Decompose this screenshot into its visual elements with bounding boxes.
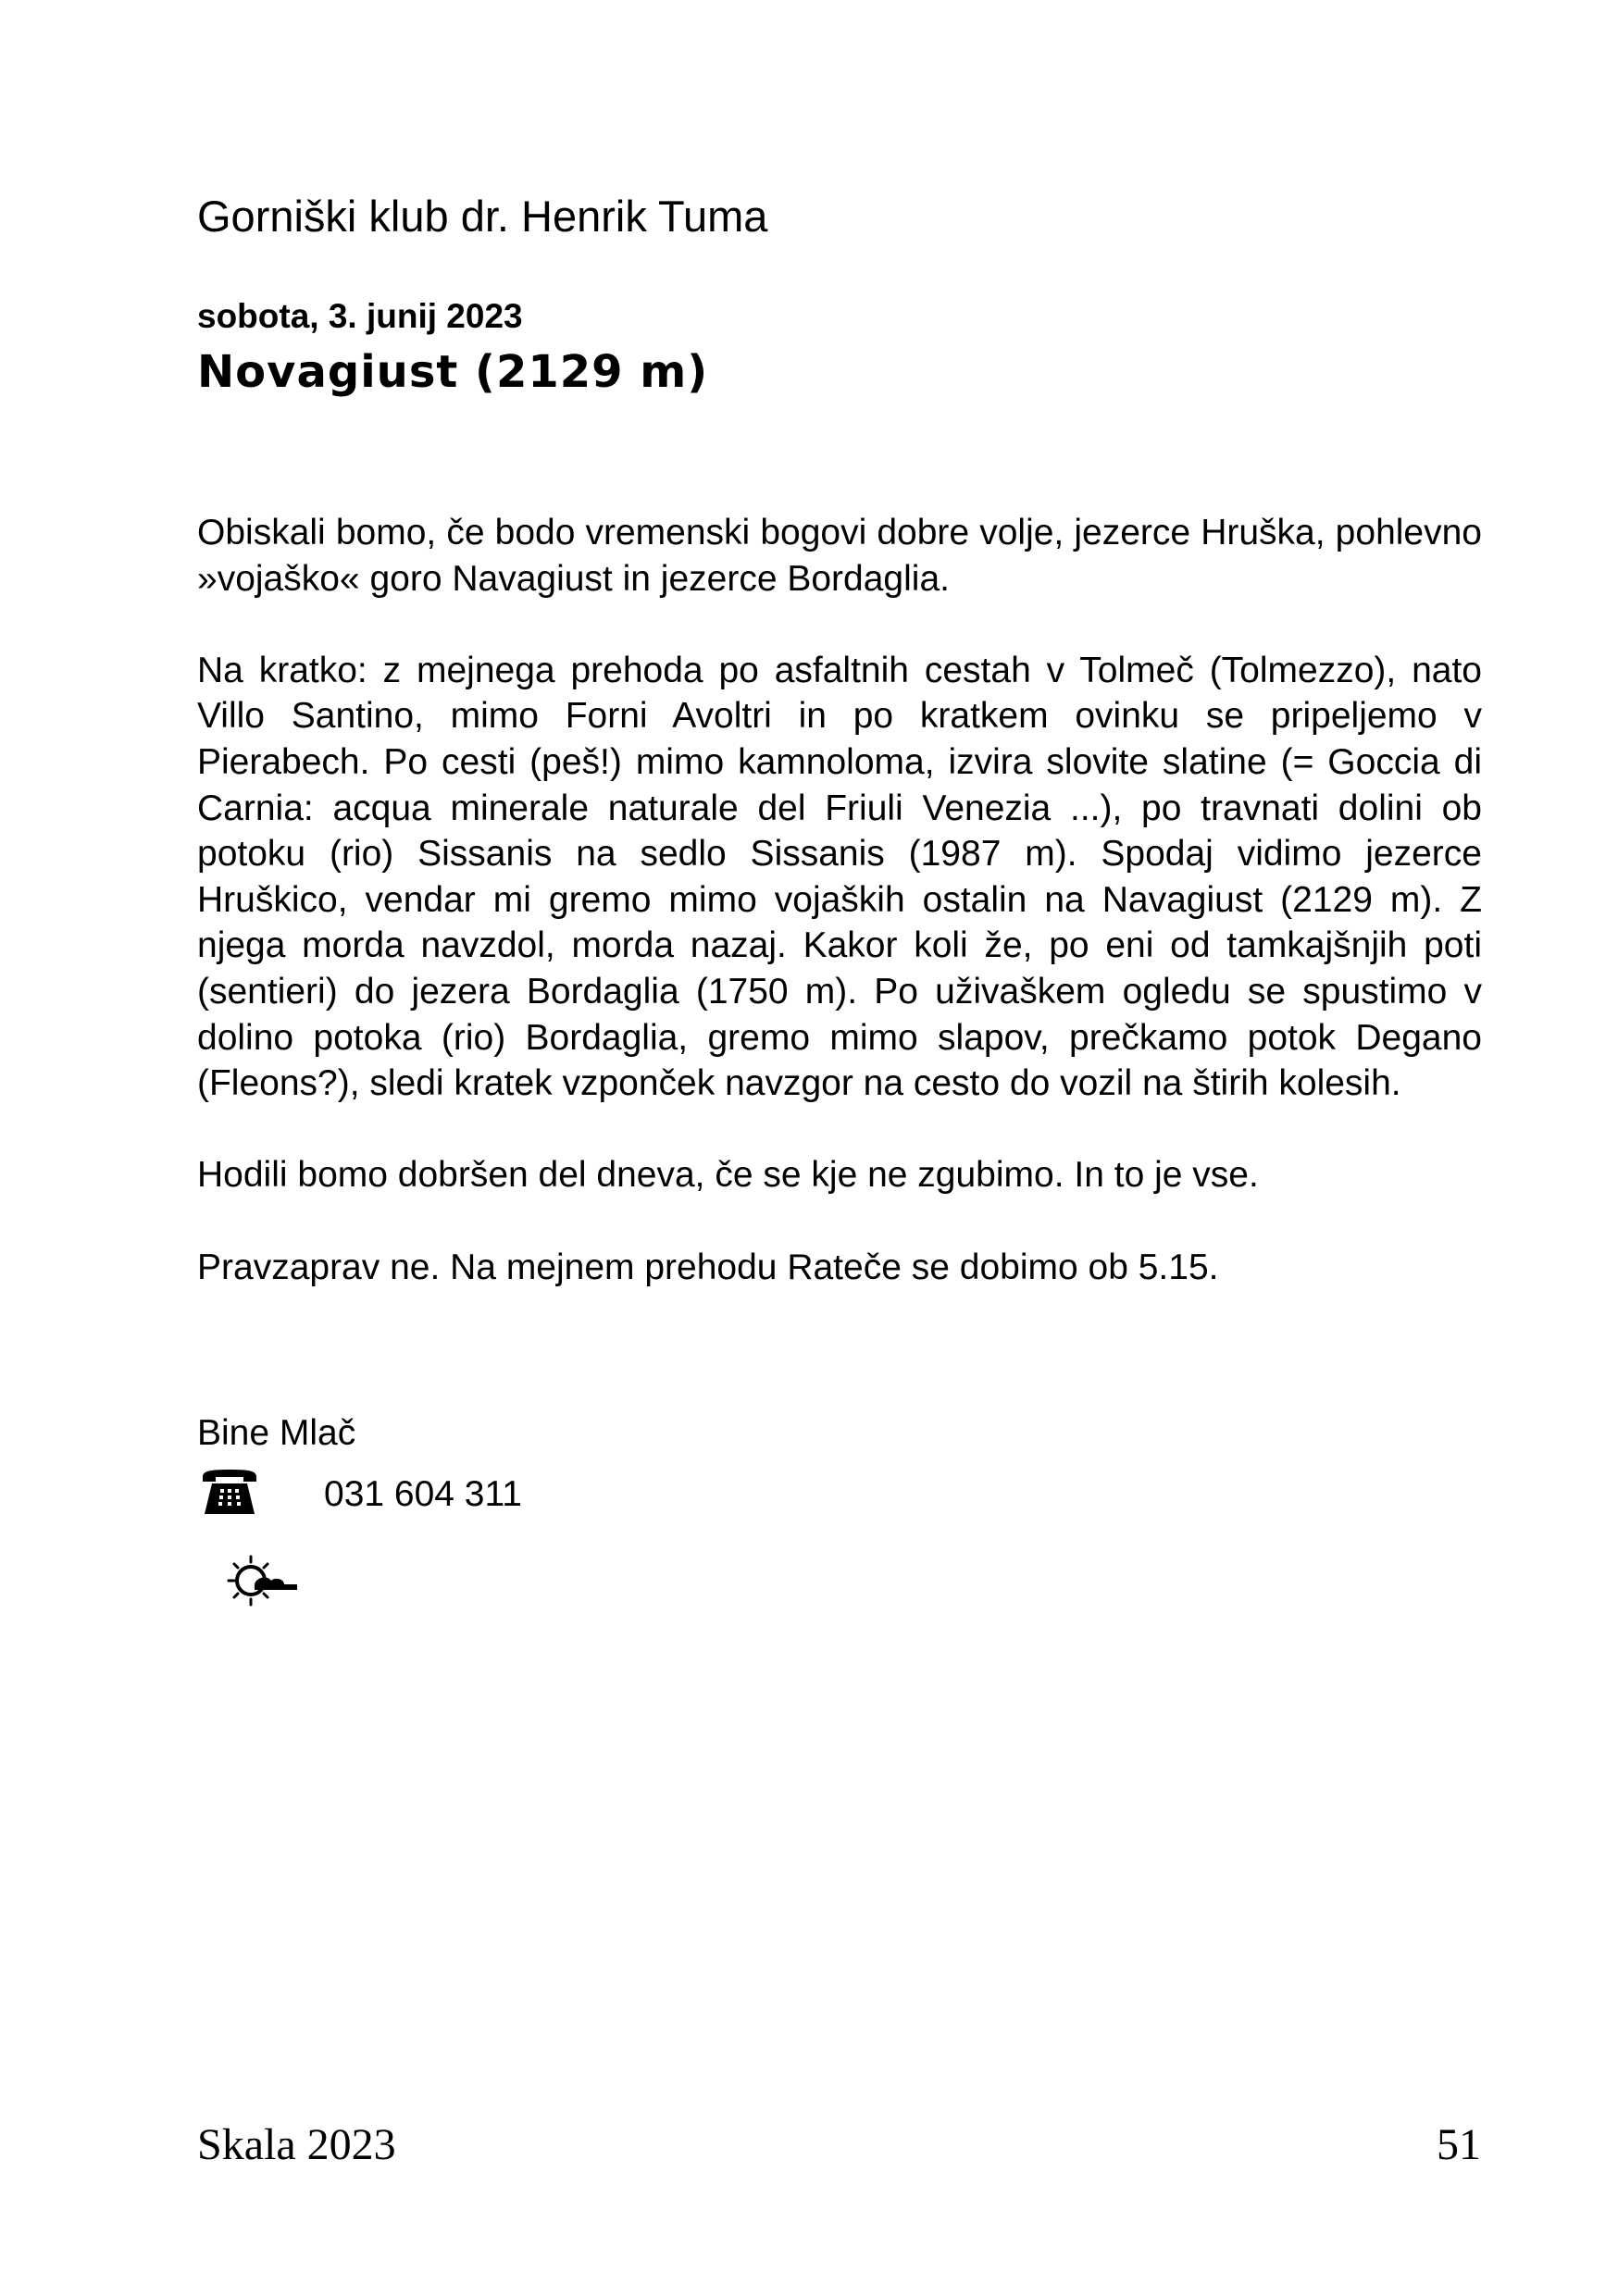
leader-name: Bine Mlač (197, 1413, 356, 1453)
paragraph-intro: Obiskali bomo, če bodo vremenski bogovi dobre volje, jezerce Hruška, pohlevno »vojaško« goro Navagiust in jezerce Bordaglia. (197, 513, 1482, 599)
event-date: sobota, 3. junij 2023 (197, 297, 523, 335)
telephone-icon (201, 1468, 258, 1518)
publication-name: Skala 2023 (197, 2120, 396, 2169)
phone-number: 031 604 311 (324, 1474, 522, 1514)
page-number: 51 (1437, 2120, 1481, 2169)
event-description (197, 510, 1482, 1336)
paragraph-route: Na kratko: z mejnega prehoda po asfaltnih cestah v Tolmeč (Tolmezzo), nato Villo Santino, mimo Forni Avoltri in po kratkem ovinku se pripeljemo v Pierabech. Po cesti (peš!) mimo kamnoloma, izvira slovite slatine (= Goccia di Carnia: acqua minerale naturale del Friuli Venezia ...), po travnati dolini ob potoku (rio) Sissanis na sedlo Sissanis (1987 m). Spodaj vidimo jezerce Hruškico, vendar mi gremo mimo vojaških ostalin na Navagiust (2129 m). Z njega morda navzdol, morda nazaj. Kakor koli že, po eni od tamkajšnjih poti (sentieri) do jezera Bordaglia (1750 m). Po uživaškem ogledu se spustimo v dolino potoka (rio) Bordaglia, gremo mimo slapov, prečkamo potok Degano (Fleons?), sledi kratek vzponček navzgor na cesto do vozil na štirih kolesih. (197, 650, 1482, 1104)
phone-row (197, 1468, 753, 1523)
club-name: Gorniški klub dr. Henrik Tuma (197, 192, 768, 241)
paragraph-meeting-point: Pravzaprav ne. Na mejnem prehodu Rateče se dobimo ob 5.15. (197, 1247, 1219, 1287)
email-icon (227, 1551, 301, 1610)
paragraph-duration: Hodili bomo dobršen del dneva, če se kje ne zgubimo. In to je vse. (197, 1155, 1259, 1196)
event-title: Novagiust (2129 m) (197, 346, 709, 398)
